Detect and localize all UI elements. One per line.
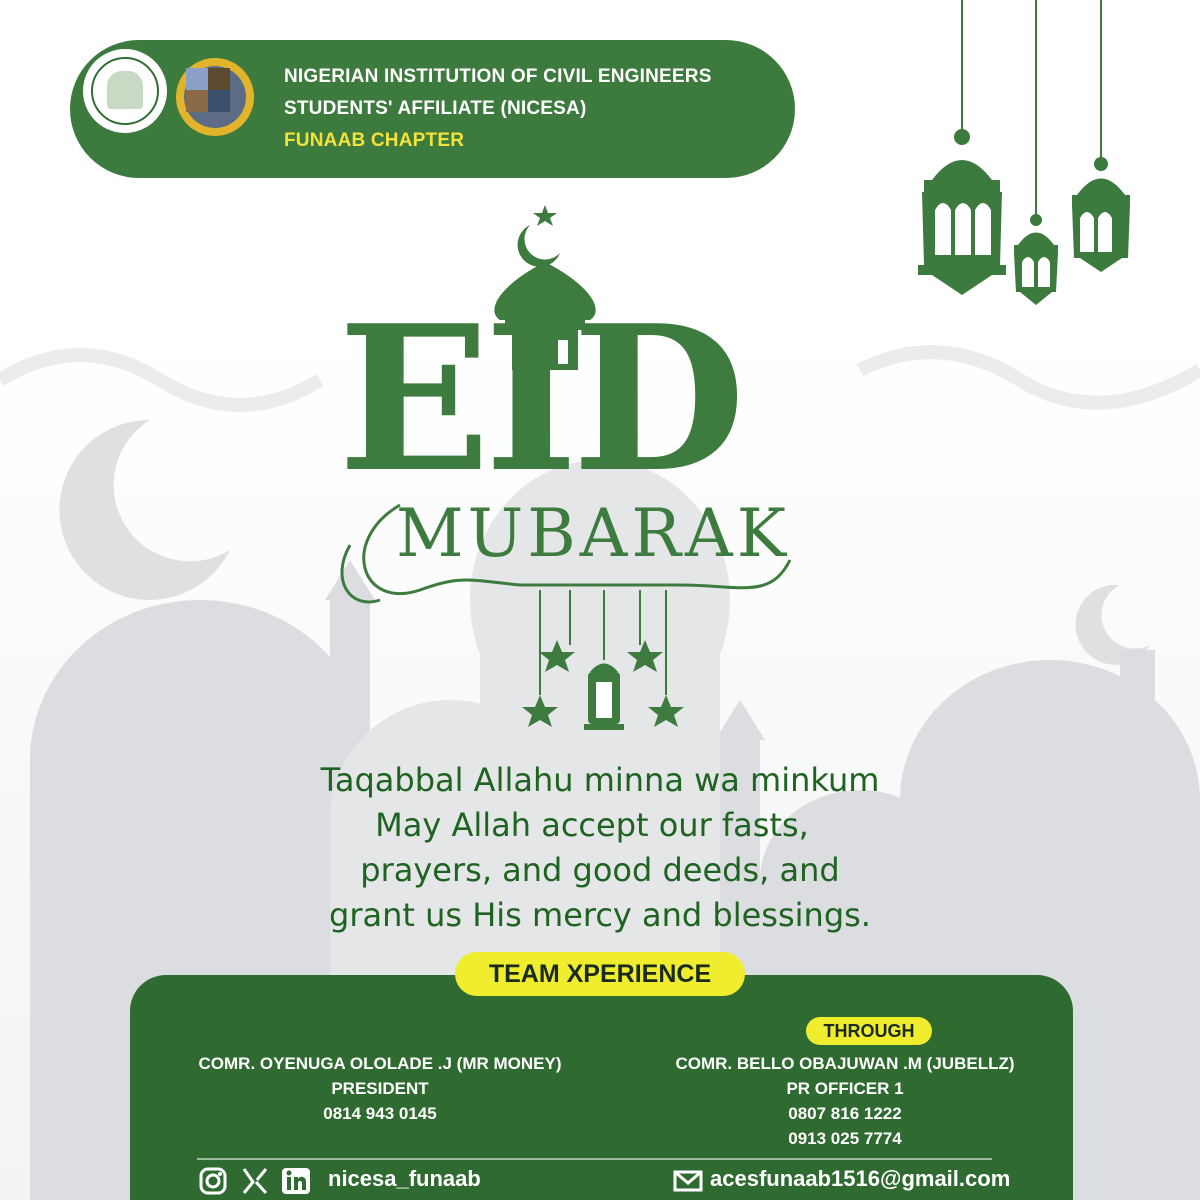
linkedin-icon[interactable] bbox=[280, 1166, 312, 1196]
pr-officer-phone-1: 0807 816 1222 bbox=[788, 1104, 902, 1123]
pr-officer-phone-2: 0913 025 7774 bbox=[788, 1129, 902, 1148]
social-handle[interactable]: nicesa_funaab bbox=[328, 1166, 481, 1191]
header-title-line-2: STUDENTS' AFFILIATE (NICESA) bbox=[284, 98, 587, 119]
pr-officer-name: COMR. BELLO OBAJUWAN .M (JUBELLZ) bbox=[675, 1054, 1015, 1073]
greeting-message-line-2: May Allah accept our fasts, bbox=[375, 806, 809, 844]
mail-icon bbox=[672, 1166, 704, 1196]
team-badge: TEAM XPERIENCE bbox=[455, 952, 745, 996]
president-phone: 0814 943 0145 bbox=[323, 1104, 437, 1123]
mubarak-heading: MUBARAK bbox=[396, 495, 791, 572]
footer-divider bbox=[197, 1158, 992, 1160]
header-chapter: FUNAAB CHAPTER bbox=[284, 130, 465, 151]
eid-heading: EID bbox=[338, 282, 740, 517]
x-icon[interactable] bbox=[240, 1166, 270, 1196]
president-name: COMR. OYENUGA OLOLADE .J (MR MONEY) bbox=[198, 1054, 562, 1073]
header-title-line-1: NIGERIAN INSTITUTION OF CIVIL ENGINEERS bbox=[284, 66, 712, 87]
email-address[interactable]: acesfunaab1516@gmail.com bbox=[710, 1166, 1011, 1191]
greeting-message-line-4: grant us His mercy and blessings. bbox=[329, 896, 871, 934]
president-role: PRESIDENT bbox=[331, 1079, 429, 1098]
pr-officer-role: PR OFFICER 1 bbox=[786, 1079, 904, 1098]
through-badge: THROUGH bbox=[806, 1017, 932, 1045]
greeting-message-line-3: prayers, and good deeds, and bbox=[360, 851, 840, 889]
instagram-icon[interactable] bbox=[198, 1166, 228, 1196]
greeting-arabic-line: Taqabbal Allahu minna wa minkum bbox=[320, 761, 880, 799]
